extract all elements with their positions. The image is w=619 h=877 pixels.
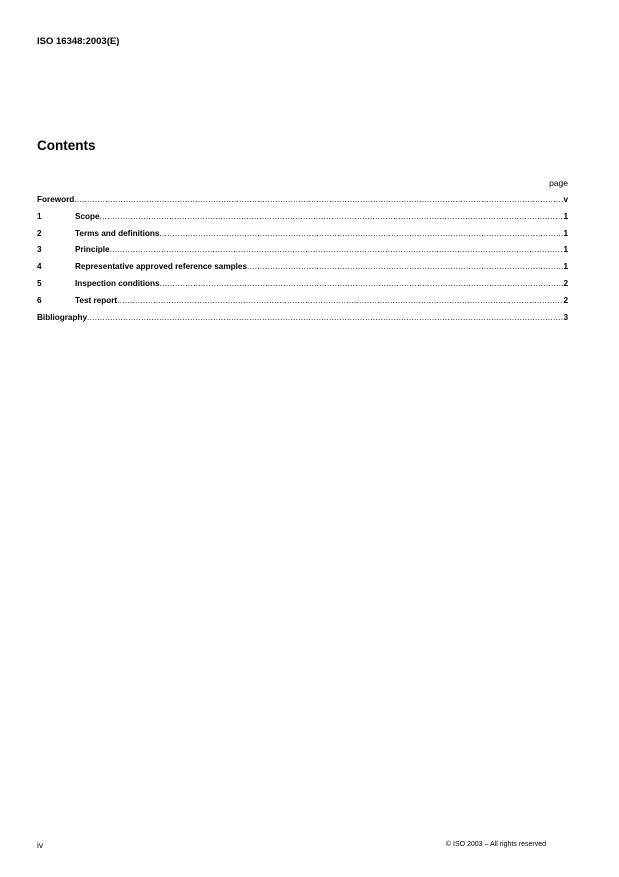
toc-entry-number: 1 xyxy=(37,211,42,221)
dot-leader xyxy=(100,212,564,221)
toc-entry-label[interactable]: Terms and definitions xyxy=(75,228,160,238)
toc-entry-label[interactable]: Principle xyxy=(75,245,110,255)
toc-entry[interactable] xyxy=(37,262,568,279)
toc-entry-number: 2 xyxy=(37,228,42,238)
table-of-contents xyxy=(37,195,568,329)
footer-copyright: © ISO 2003 – All rights reserved xyxy=(445,841,546,848)
toc-entry[interactable] xyxy=(37,296,568,313)
toc-entry-number: 5 xyxy=(37,278,42,288)
toc-entry[interactable] xyxy=(37,279,568,296)
toc-entry[interactable] xyxy=(37,229,568,246)
toc-entry-label[interactable]: Foreword xyxy=(37,195,75,204)
toc-entry-page: 1 xyxy=(563,228,568,238)
toc-entry-label[interactable]: Representative approved reference samples xyxy=(75,262,248,272)
dot-leader xyxy=(159,229,563,238)
toc-entry[interactable] xyxy=(37,212,568,229)
toc-entry-number: 4 xyxy=(37,262,42,272)
footer-page-number: iv xyxy=(37,840,44,850)
page-title: Contents xyxy=(37,138,96,153)
toc-entry-page: 1 xyxy=(563,245,568,255)
toc-entry-number: 3 xyxy=(37,245,42,255)
toc-entry[interactable] xyxy=(37,195,568,212)
toc-entry-page: 1 xyxy=(563,262,568,272)
dot-leader xyxy=(110,245,564,254)
toc-entry-label[interactable]: Bibliography xyxy=(37,312,88,322)
dot-leader xyxy=(74,195,563,204)
toc-entry[interactable] xyxy=(37,313,568,330)
dot-leader xyxy=(117,296,563,305)
dot-leader xyxy=(160,279,564,288)
dot-leader xyxy=(247,262,563,271)
toc-entry-page: 2 xyxy=(563,278,568,288)
document-id-header: ISO 16348:2003(E) xyxy=(37,36,120,47)
toc-entry[interactable] xyxy=(37,245,568,262)
toc-entry-number: 6 xyxy=(37,295,42,305)
toc-entry-label[interactable]: Inspection conditions xyxy=(75,278,160,288)
toc-entry-page: 3 xyxy=(563,312,568,322)
page-column-label: page xyxy=(549,178,568,188)
dot-leader xyxy=(87,313,563,322)
toc-entry-page: v xyxy=(563,195,568,204)
toc-entry-label[interactable]: Test report xyxy=(75,295,118,305)
toc-entry-page: 1 xyxy=(563,211,568,221)
toc-entry-label[interactable]: Scope xyxy=(75,211,100,221)
toc-entry-page: 2 xyxy=(563,295,568,305)
